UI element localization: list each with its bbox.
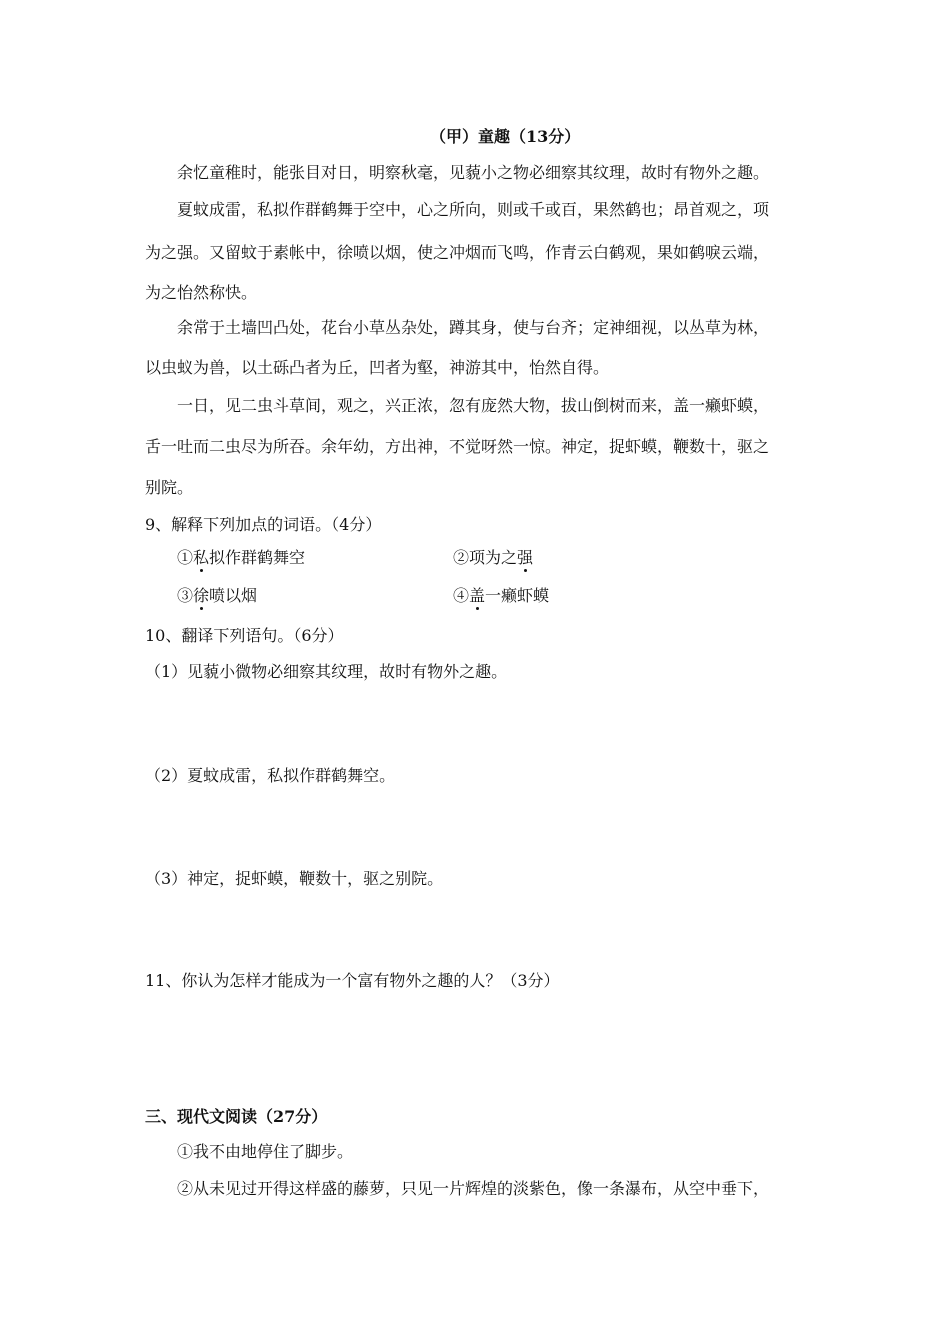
dotted-char: 徐 [193, 586, 210, 605]
question-10-title: 10、翻译下列语句。（6分） [145, 626, 344, 645]
dotted-char: 盖 [469, 586, 486, 605]
passage-line: 一日，见二虫斗草间，观之，兴正浓，忽有庞然大物，拔山倒树而来，盖一癞虾蟆， [177, 396, 770, 415]
dotted-char: 私 [193, 548, 210, 567]
section-a-title: （甲）童趣（13分） [430, 127, 581, 146]
q9-item: ③徐喷以烟 [177, 586, 258, 605]
passage-line: 为之强。又留蚊于素帐中，徐喷以烟，使之冲烟而飞鸣，作青云白鹤观，果如鹤唳云端， [145, 243, 770, 262]
passage-line: 别院。 [145, 478, 194, 497]
question-11-title: 11、你认为怎样才能成为一个富有物外之趣的人？（3分） [145, 971, 560, 990]
q10-item: （1）见藐小微物必细察其纹理，故时有物外之趣。 [145, 662, 508, 681]
passage-line: 为之怡然称快。 [145, 283, 258, 302]
section-3-title: 三、现代文阅读（27分） [145, 1107, 328, 1126]
passage-line: 舌一吐而二虫尽为所吞。余年幼，方出神，不觉呀然一惊。神定，捉虾蟆，鞭数十，驱之 [145, 437, 770, 456]
passage-line: 以虫蚁为兽，以土砾凸者为丘，凹者为壑，神游其中，怡然自得。 [145, 358, 610, 377]
passage-line: 余忆童稚时，能张目对日，明察秋毫，见藐小之物必细察其纹理，故时有物外之趣。 [177, 163, 770, 182]
passage-line: 余常于土墙凹凸处，花台小草丛杂处，蹲其身，使与台齐；定神细视，以丛草为林， [177, 318, 770, 337]
q10-item: （3）神定，捉虾蟆，鞭数十，驱之别院。 [145, 869, 444, 888]
dotted-char: 强 [517, 548, 534, 567]
question-9-title: 9、解释下列加点的词语。（4分） [145, 515, 382, 534]
passage-line: 夏蚊成雷，私拟作群鹤舞于空中，心之所向，则或千或百，果然鹤也；昂首观之，项 [177, 200, 770, 219]
q9-item: ④盖一癞虾蟆 [453, 586, 550, 605]
q9-item: ②项为之强 [453, 548, 534, 567]
passage-line: ①我不由地停住了脚步。 [177, 1142, 354, 1161]
q10-item: （2）夏蚊成雷，私拟作群鹤舞空。 [145, 766, 396, 785]
passage-line: ②从未见过开得这样盛的藤萝，只见一片辉煌的淡紫色，像一条瀑布，从空中垂下， [177, 1179, 770, 1198]
q9-item: ①私拟作群鹤舞空 [177, 548, 306, 567]
